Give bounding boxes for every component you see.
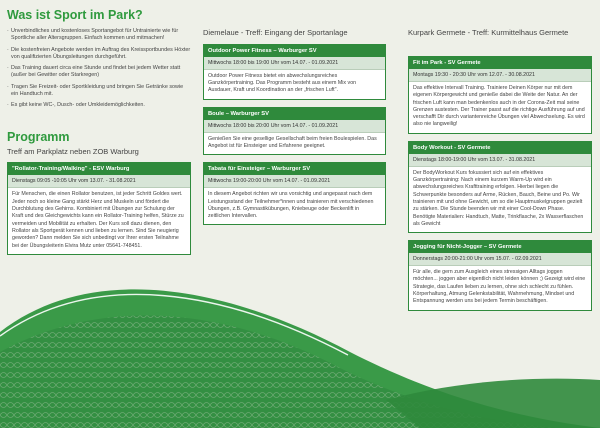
course-title: Boule – Warburger SV [204,108,385,120]
course-card-fit-im-park [408,56,592,134]
course-description: Für alle, die gern zum Ausgleich eines stressigen Alltags joggen möchten... joggen aber eigentlich nicht leiden können ;) Gezeigt wird eine Strategie, das Laufen lieben zu lernen, ohne sich schlecht zu fühlen. Körperhaltung, Atmung Gelenkstabilität, Wahrnehmung, Mindset und Entspannung werden uns bei jedem Termin beschäftigen. [413,269,586,305]
course-card-boule [203,107,386,156]
course-description: Für Menschen, die einen Rollator benutzen, ist jeder Schritt Goldes wert. Jeder noch so kleine Gang stärkt Herz und Muskeln und fördert die Durchblutung des Gehirns. Kombiniert mit Übungen zur Schulung der Kraft und des Gleichgewichts kann ein Rollator-Training helfen, Stürze zu vermeiden und Mobilität zu erhalten. Der Kurs soll dazu dienen, den Rollator als Sportgerät kennen und lieben zu lernen. Sind Sie neugierig geworden? Dann melden Sie sich unbedingt vor Ihrer ersten Teilnahme bei der Übungsleiterin Elvira Mutz unter 05641-748451. [12,191,184,249]
course-schedule: Mittwochs 18:00 bis 20:00 Uhr vom 14.07. - 01.09.2021 [204,120,385,133]
course-schedule: Mittwochs 18:00 bis 19:00 Uhr vom 14.07. - 01.09.2021 [204,57,385,70]
course-description: Das effektive Intervall Training. Trainiere Deinen Körper nur mit dem eigenen Körpergewicht und genieße dabei die Weite der Natur. An der frischen Luft kann man bedenkenlos auch in der Corona-Zeit mal seine Grenzen austesten. Der Trainer passt auf die richtige Ausführung auf und verschafft Dir durch variantenreiche Übungen viel Abwechselung. Es wird also nie langweilig! [413,85,585,128]
course-title: Body Workout - SV Germete [409,142,591,154]
course-description: In diesem Angebot richten wir uns vorsichtig und angepasst nach dem Leistungsstand der Teilnehmer*innen und trainieren mit verschiedenen Übungen, z.B. Gymnastikübungen, Kniebeuge oder Beckenlift in zeitlichen Intervallen. [208,191,374,220]
course-schedule: Donnerstags 20:00-21:00 Uhr vom 15.07. - 02.09.2021 [409,253,591,266]
location-heading-diemelaue: Diemelaue - Treff: Eingang der Sportanlage [203,28,348,37]
course-title: Outdoor Power Fitness – Warburger SV [204,45,385,57]
course-title: "Rollator-Training/Walking" - ESV Warburg [8,163,190,175]
course-title: Fit im Park - SV Germete [409,57,591,69]
course-description: Der BodyWorkout Kurs fokussiert sich auf ein effektives Ganzkörpertraining: Nach einem kurzem Warm-Up wird ein abwechslungsreiches Krafttraining erfolgen. Hierbei liegen die Schwerpunkte besonders auf Arme, Rücken, Bauch, Beine und Po. Wir trainieren mit und ohne Gewicht, um so die Hauptmuskelgruppen gezielt zu stärken. Die Stunde beenden wir mit einer Cool-Down Phase. Benötigte Materialien: Handtuch, Matte, Trinkflasche, 2x Wasserflaschen als Gewicht [413,169,584,227]
course-title: Tabata für Einsteiger – Warburger SV [204,163,385,175]
page-title: Was ist Sport im Park? [7,8,143,22]
info-bullet: · Es gibt keine WC-, Dusch- oder Umkleidemöglichkeiten. [7,102,191,109]
course-schedule: Mittwochs 19:00-20:00 Uhr vom 14.07. - 01.09.2021 [204,175,385,188]
course-card-body-workout [408,141,592,233]
course-card-tabata [203,162,386,225]
diemelaue-column [203,28,386,232]
info-bullet: · Die kostenfreien Angebote werden im Auftrag des Kreissportbundes Höxter von qualifizierten Übungsleitungen durchgeführt. [7,47,191,62]
course-title: Jogging für Nicht-Jogger – SV Germete [409,241,591,253]
course-schedule: Dienstags 09:05 -10:05 Uhr vom 13.07. - 31.08.2021 [8,175,190,188]
course-description: Outdoor Power Fitness bietet ein abwechslungsreiches Ganzkörpertraining. Das Programm besteht aus einem Mix von Ausdauer, Kraft und Koordination an der „frischen Luft". [208,72,357,94]
info-bullet: · Unverbindliches und kostenloses Sportangebot für Untrainierte wie für Sportliche aller Altersgruppen. Einfach kommen und mitmachen! [7,28,191,43]
course-schedule: Montags 19:30 - 20:30 Uhr vom 12.07. - 30.08.2021 [409,69,591,82]
course-card-power-fitness [203,44,386,100]
programm-title: Programm [7,129,70,144]
programm-location: Treff am Parkplatz neben ZOB Warburg [7,146,139,156]
course-schedule: Dienstags 18:00-19:00 Uhr vom 13.07. - 31.08.2021 [409,154,591,167]
info-bullet-list [7,28,191,110]
course-description: Genießen Sie eine gesellige Gesellschaft beim freien Boulespielen. Das Angebot ist für Einsteiger und Erfahrene geeignet. [208,135,377,149]
course-card-rollator [7,162,191,254]
intro-column [7,8,191,262]
course-card-jogging [408,240,592,310]
info-bullet: · Das Training dauert circa eine Stunde und findet bei jedem Wetter statt (außer bei Gewitter oder Starkregen) [7,65,191,80]
kurpark-column [408,28,592,318]
info-bullet: · Tragen Sie Freizeit- oder Sportkleidung und bringen Sie Getränke sowie ein Handtuch mit. [7,84,191,99]
location-heading-kurpark: Kurpark Germete - Treff: Kurmittelhaus Germete [408,28,569,37]
